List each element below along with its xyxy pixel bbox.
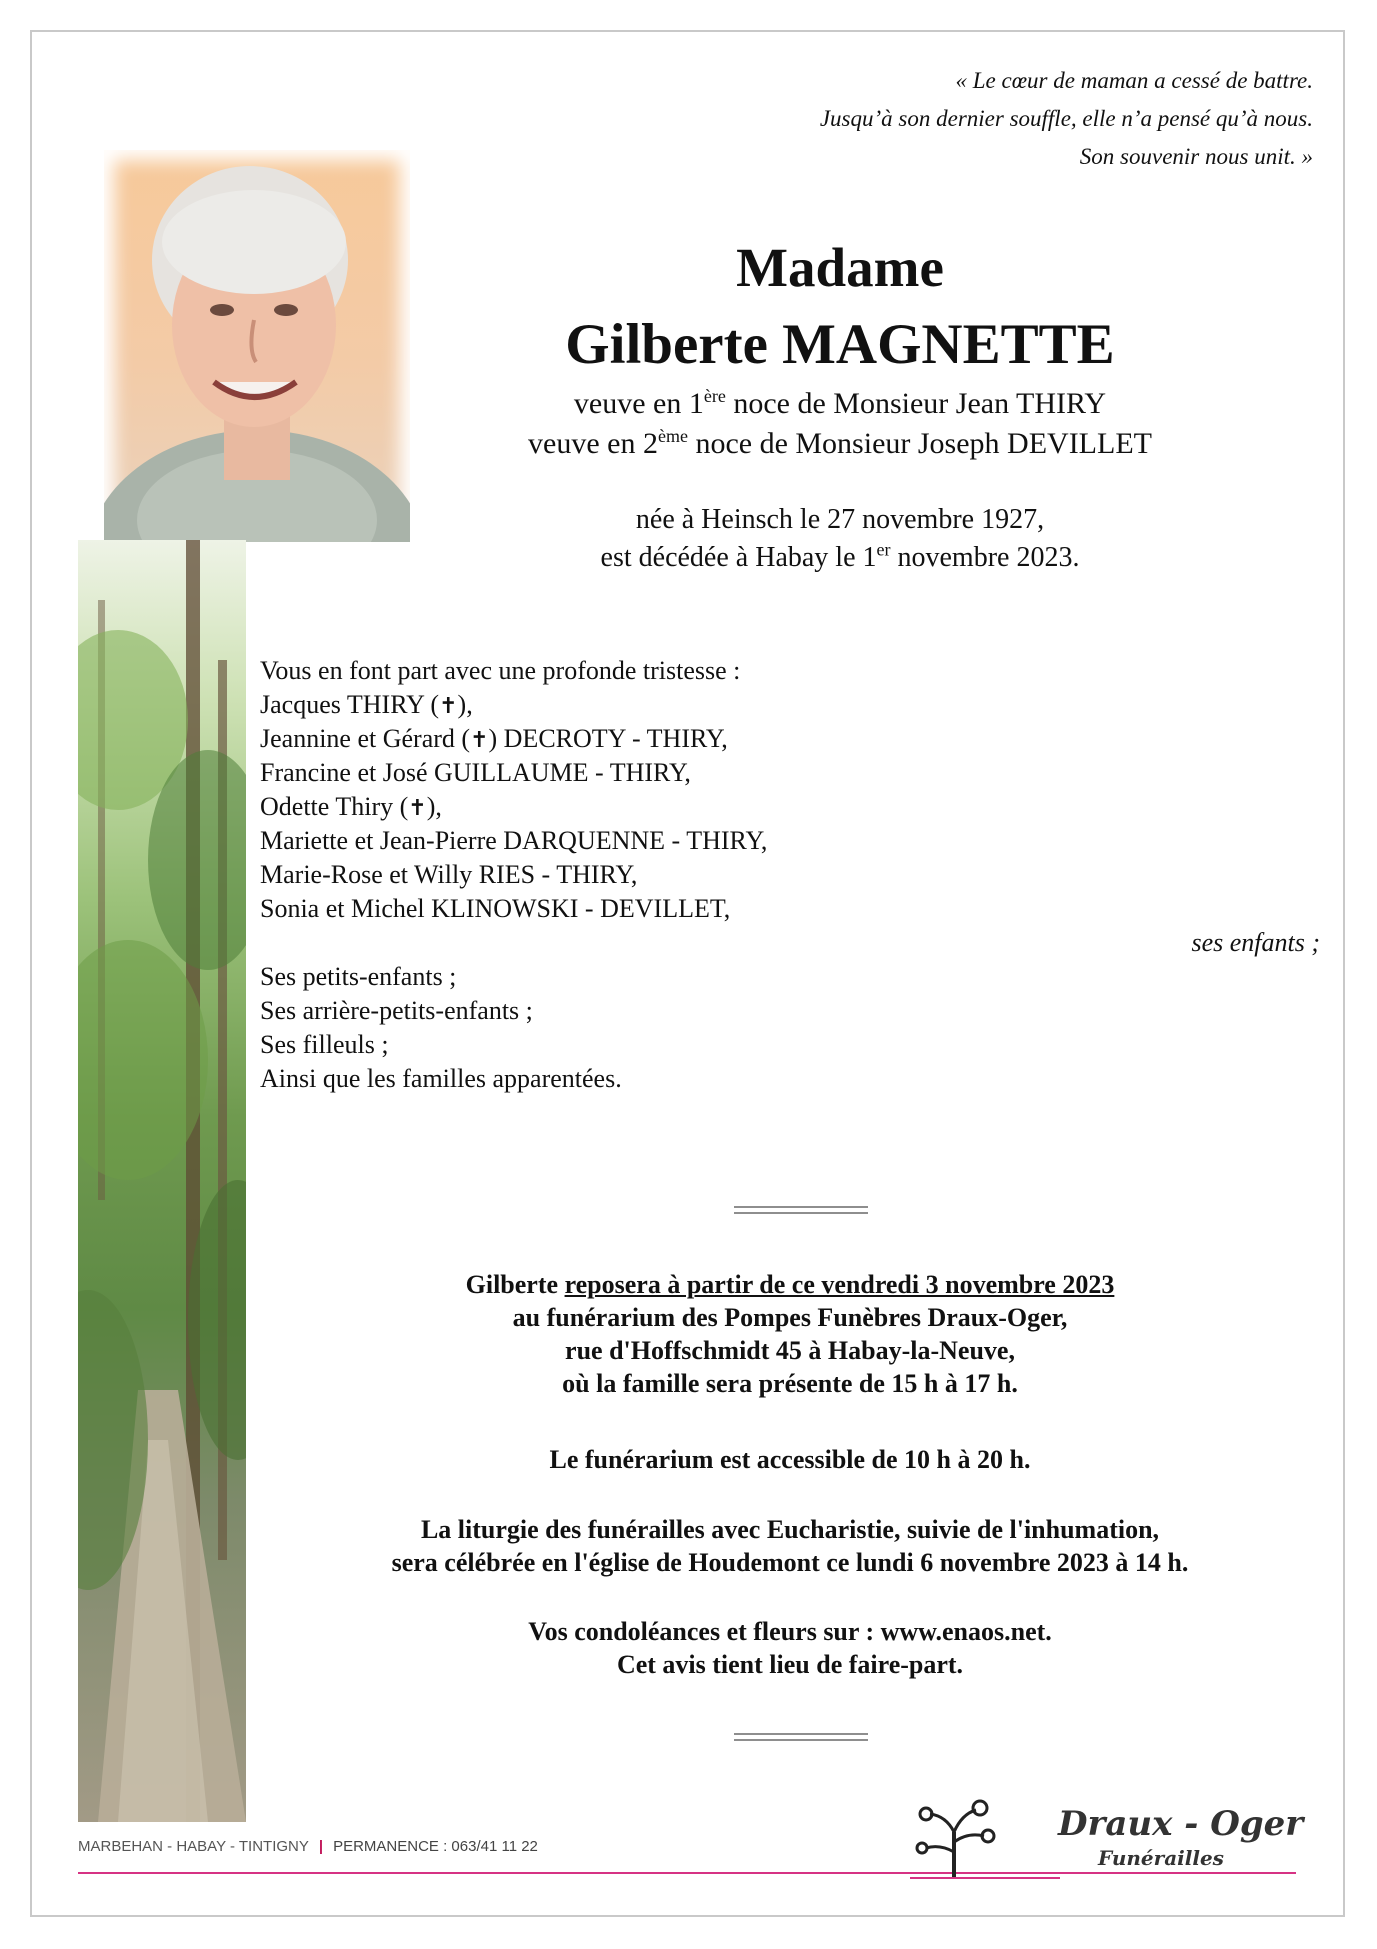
liturgy-info bbox=[260, 1513, 1320, 1579]
divider-top bbox=[734, 1206, 868, 1214]
first-marriage bbox=[420, 384, 1260, 424]
visitation-date: reposera à partir de ce vendredi 3 novembre 2023 bbox=[564, 1270, 1115, 1299]
epigraph-quote bbox=[513, 62, 1313, 176]
child-entry bbox=[260, 722, 1320, 756]
child-entry: Sonia et Michel KLINOWSKI - DEVILLET, bbox=[260, 894, 731, 923]
relatives-entry: Ses petits-enfants ; bbox=[260, 962, 457, 991]
relatives-entry: Ses filleuls ; bbox=[260, 1030, 389, 1059]
footer-separator: | bbox=[318, 1838, 324, 1855]
child-entry: Marie-Rose et Willy RIES - THIRY, bbox=[260, 860, 638, 889]
quote-line-3: Son souvenir nous unit. » bbox=[1079, 144, 1313, 169]
visitation-line-2: au funérarium des Pompes Funèbres Draux-Oger, bbox=[512, 1303, 1068, 1332]
child-entry: Mariette et Jean-Pierre DARQUENNE - THIRY, bbox=[260, 826, 768, 855]
first-marriage-prefix: veuve en 1 bbox=[573, 387, 704, 420]
relatives-entry: Ainsi que les familles apparentées. bbox=[260, 1064, 622, 1093]
access-hours bbox=[260, 1443, 1320, 1476]
family-announcement bbox=[260, 654, 1320, 1096]
death-date bbox=[420, 539, 1260, 577]
relatives-entry: Ses arrière-petits-enfants ; bbox=[260, 996, 533, 1025]
cross-icon: ✝ bbox=[439, 694, 458, 719]
death-date-prefix: est décédée à Habay le 1 bbox=[600, 542, 877, 573]
visitation-line-1 bbox=[260, 1268, 1320, 1301]
deceased-name: Gilberte MAGNETTE bbox=[565, 313, 1115, 376]
cross-icon: ✝ bbox=[408, 796, 427, 821]
closing-info bbox=[260, 1615, 1320, 1681]
child-name-suffix: ), bbox=[426, 792, 442, 821]
child-entry: Francine et José GUILLAUME - THIRY, bbox=[260, 758, 691, 787]
family-intro: Vous en font part avec une profonde tristesse : bbox=[260, 656, 741, 685]
children-label: ses enfants ; bbox=[1191, 928, 1320, 957]
footer-permanence: PERMANENCE : 063/41 11 22 bbox=[333, 1838, 538, 1855]
child-entry bbox=[260, 688, 1320, 722]
divider-bottom bbox=[734, 1733, 868, 1741]
child-name: Jeannine et Gérard ( bbox=[260, 724, 471, 753]
footer-locations: MARBEHAN - HABAY - TINTIGNY bbox=[78, 1838, 309, 1855]
liturgy-line-1: La liturgie des funérailles avec Eucharistie, suivie de l'inhumation, bbox=[420, 1515, 1160, 1544]
birth-date: née à Heinsch le 27 novembre 1927, bbox=[635, 504, 1045, 535]
child-entry bbox=[260, 790, 1320, 824]
second-marriage bbox=[420, 424, 1260, 464]
brand-name: Draux - Oger bbox=[1058, 1804, 1304, 1844]
first-marriage-ordinal: ère bbox=[703, 386, 726, 406]
death-date-ordinal: er bbox=[876, 539, 891, 560]
death-date-suffix: novembre 2023. bbox=[890, 542, 1080, 573]
quote-line-1: « Le cœur de maman a cessé de battre. bbox=[955, 68, 1313, 93]
notice-line: Cet avis tient lieu de faire-part. bbox=[616, 1650, 964, 1679]
child-name: Odette Thiry ( bbox=[260, 792, 409, 821]
visitation-line-4: où la famille sera présente de 15 h à 17 h. bbox=[562, 1369, 1018, 1398]
visitation-line-3: rue d'Hoffschmidt 45 à Habay-la-Neuve, bbox=[565, 1336, 1015, 1365]
child-name-suffix: ), bbox=[457, 690, 473, 719]
first-marriage-spouse: noce de Monsieur Jean THIRY bbox=[725, 387, 1107, 420]
footer-contact bbox=[78, 1838, 538, 1855]
portrait-photo bbox=[104, 150, 410, 542]
access-hours-text: Le funérarium est accessible de 10 h à 20 h. bbox=[549, 1445, 1031, 1474]
quote-line-2: Jusqu’à son dernier souffle, elle n’a pensé qu’à nous. bbox=[819, 106, 1313, 131]
cross-icon: ✝ bbox=[470, 728, 489, 753]
child-name: Jacques THIRY ( bbox=[260, 690, 440, 719]
visitation-name: Gilberte bbox=[465, 1270, 565, 1299]
liturgy-line-2: sera célébrée en l'église de Houdemont ce lundi 6 novembre 2023 à 14 h. bbox=[391, 1548, 1189, 1577]
salutation: Madame bbox=[736, 237, 944, 298]
second-marriage-spouse: noce de Monsieur Joseph DEVILLET bbox=[687, 427, 1152, 460]
condolences-line: Vos condoléances et fleurs sur : www.enaos.net. bbox=[528, 1617, 1052, 1646]
tree-icon bbox=[910, 1792, 1060, 1882]
brand-subtitle: Funérailles bbox=[1098, 1846, 1224, 1870]
second-marriage-prefix: veuve en 2 bbox=[528, 427, 658, 460]
second-marriage-ordinal: ème bbox=[657, 426, 688, 446]
forest-path-image bbox=[78, 540, 246, 1822]
child-name-suffix: ) DECROTY - THIRY, bbox=[488, 724, 728, 753]
visitation-info bbox=[260, 1268, 1320, 1400]
company-logo bbox=[910, 1792, 1304, 1882]
